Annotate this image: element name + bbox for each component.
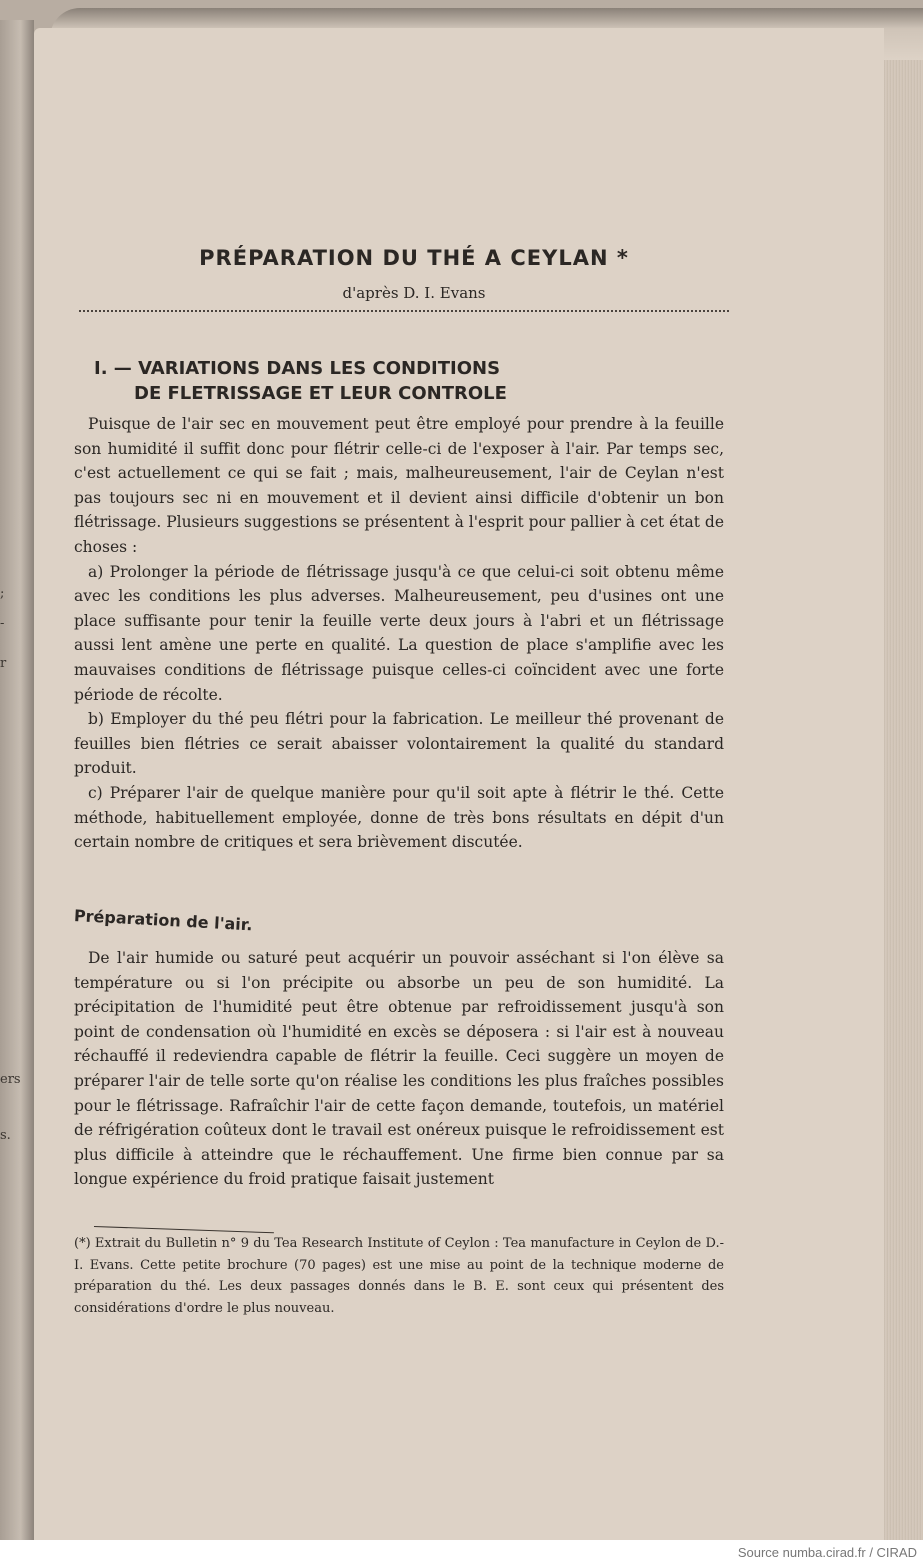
paragraph: Puisque de l'air sec en mouvement peut être employé pour prendre à la feuille son humidité il suffit donc pour flétrir celle-ci de l'exposer à l'air. Par temps sec, c'est actuellement ce qui se fait ; mais, malheureusement, l'air de Ceylan n'est pas toujours sec ni en mouvement et il devient ainsi difficile d'obtenir un bon flétrissage. Plusieurs suggestions se présentent à l'esprit pour pallier à cet état de choses :: [74, 415, 724, 556]
sub-heading: Préparation de l'air.: [73, 906, 253, 935]
paragraph: b) Employer du thé peu flétri pour la fabrication. Le meilleur thé provenant de feuilles bien flétries ce serait abaisser volontairement la qualité du standard produit.: [74, 710, 724, 778]
paragraph: a) Prolonger la période de flétrissage jusqu'à ce que celui-ci soit obtenu même avec les conditions les plus adverses. Malheureusement, peu d'usines ont une place suffisante pour tenir la feuille verte deux jours à l'abri et un flétrissage aussi lent amène une perte en qualité. La question de place s'amplifie avec les mauvaises conditions de flétrissage puisque celles-ci coïncident avec une forte période de récolte.: [74, 562, 724, 704]
section-heading-line2: DE FLETRISSAGE ET LEUR CONTROLE: [134, 383, 507, 404]
section1-body: [74, 412, 724, 855]
footnote: (*) Extrait du Bulletin n° 9 du Tea Research Institute of Ceylon : Tea manufacture in Ceylon de D.-I. Evans. Cette petite brochure (70 pages) est une mise au point de la technique moderne de préparation du thé. Les deux passages donnés dans le B. E. sont ceux qui présentent des considérations d'ordre le plus nouveau.: [74, 1236, 724, 1316]
book-page: [34, 28, 884, 1540]
paragraph: De l'air humide ou saturé peut acquérir un pouvoir asséchant si l'on élève sa température ou si l'on précipite ou absorbe un peu de son humidité. La précipitation de l'humidité peut être obtenue par refroidissement jusqu'à son point de condensation où l'humidité en excès se déposera : si l'air est à nouveau réchauffé il redeviendra capable de flétrir la feuille. Ceci suggère un moyen de préparer l'air de telle sorte qu'on réalise les conditions les plus fraîches possibles pour le flétrissage. Rafraîchir l'air de cette façon demande, toutefois, un matériel de réfrigération coûteux dont le travail est onéreux puisque le refroidissement est plus difficile à atteindre que le réchauffement. Une firme bien connue par sa longue expérience du froid pratique faisait justement: [74, 949, 724, 1189]
document-subtitle: d'après D. I. Evans: [342, 284, 486, 302]
left-page-fragment: ers: [0, 1072, 21, 1087]
paragraph: c) Préparer l'air de quelque manière pour qu'il soit apte à flétrir le thé. Cette méthode, habituellement employée, donne de très bons résultats en dépit d'un certain nombre de critiques et sera brièvement discutée.: [74, 783, 724, 852]
page-stack-edges: [880, 60, 923, 1540]
page-content: [34, 28, 884, 1540]
left-page-fragment: -: [0, 616, 5, 631]
source-credit: Source numba.cirad.fr / CIRAD: [737, 1545, 917, 1560]
section2-body: [74, 946, 724, 1192]
section-heading: [94, 356, 714, 406]
section-heading-line1: I. — VARIATIONS DANS LES CONDITIONS: [94, 358, 501, 379]
left-page-fragment: s.: [0, 1128, 11, 1143]
document-title: PRÉPARATION DU THÉ A CEYLAN *: [199, 246, 629, 270]
left-page-fragment: ;: [0, 586, 5, 601]
left-page-fragment: r: [0, 656, 7, 671]
dotted-separator: [79, 310, 729, 312]
left-page-edge: [0, 20, 34, 1540]
